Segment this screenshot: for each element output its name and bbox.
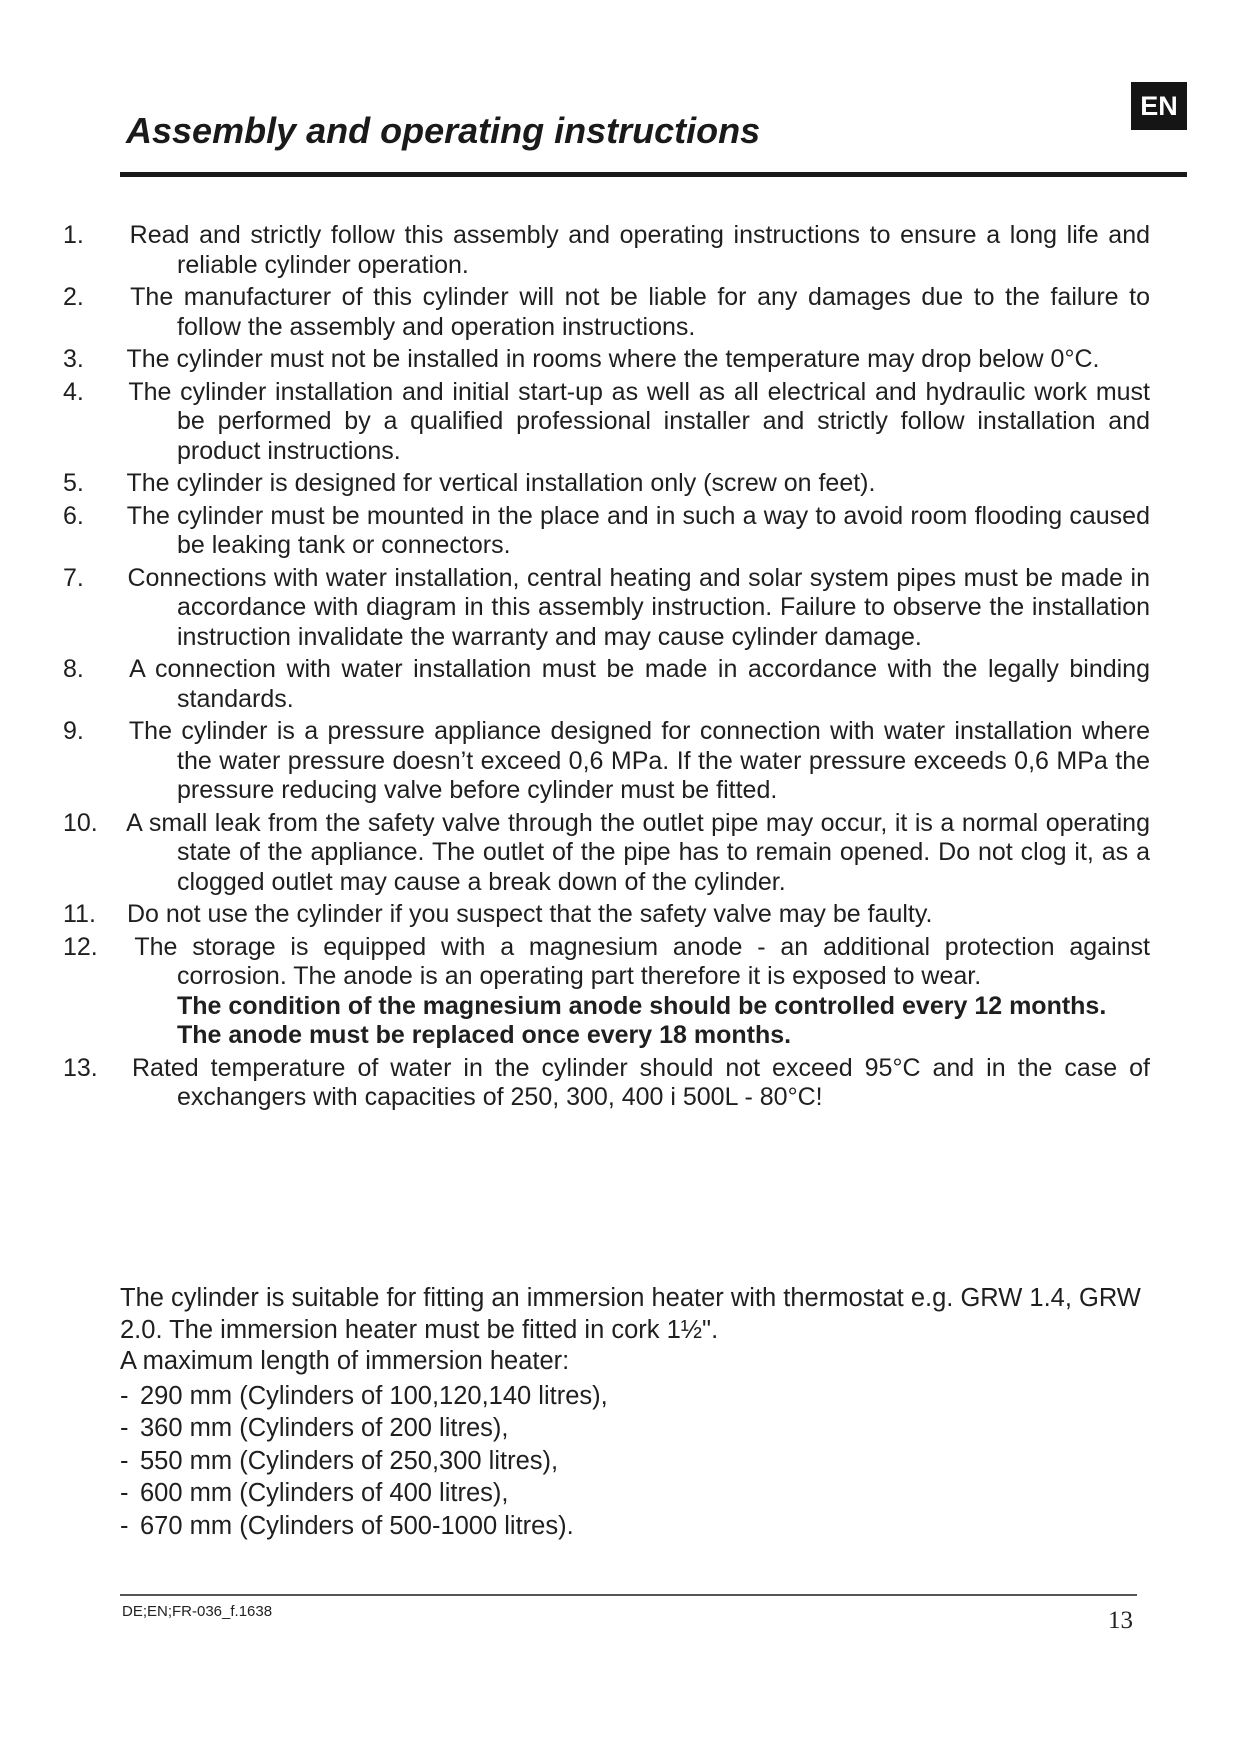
dash-bullet: - xyxy=(120,1511,129,1540)
language-badge: EN xyxy=(1131,82,1187,130)
list-item: 3. The cylinder must not be installed in rooms where the temperature may drop below 0°C. xyxy=(63,345,1100,373)
list-item: 11. Do not use the cylinder if you suspect that the safety valve may be faulty. xyxy=(63,900,933,928)
instructions-list xyxy=(63,221,1150,1116)
item-text: The cylinder must be mounted in the place and in such a way to avoid room flooding caused be leaking tank or connectors. xyxy=(126,501,1150,559)
list-item xyxy=(120,1380,1160,1413)
list-item xyxy=(120,1445,1160,1478)
item-text: The manufacturer of this cylinder will not be liable for any damages due to the failure to follow the assembly and operation instructions. xyxy=(130,283,1150,341)
length-text: 360 mm (Cylinders of 200 litres), xyxy=(140,1414,509,1442)
footer-divider xyxy=(120,1594,1137,1596)
list-item: 9. The cylinder is a pressure appliance designed for connection with water installation where the water pressure doesn’t exceed 0,6 MPa. If the water pressure exceeds 0,6 MPa the pressure reducing valve before cylinder must be fitted. xyxy=(63,717,1150,804)
item-text: A small leak from the safety valve through the outlet pipe may occur, it is a normal operating state of the appliance. The outlet of the pipe has to remain opened. Do not clog it, as a clogged outlet may cause a break down of the cylinder. xyxy=(126,808,1150,896)
list-item: 2. The manufacturer of this cylinder will not be liable for any damages due to the failure to follow the assembly and operation instructions. xyxy=(63,283,1150,341)
item-text: The cylinder is designed for vertical installation only (screw on feet). xyxy=(126,469,876,497)
length-text: 600 mm (Cylinders of 400 litres), xyxy=(140,1479,509,1507)
item-text: Read and strictly follow this assembly and operating instructions to ensure a long life and reliable cylinder operation. xyxy=(129,221,1150,279)
max-length-list xyxy=(120,1380,1160,1543)
item-text: Rated temperature of water in the cylinder should not exceed 95°C and in the case of exchangers with capacities of 250, 300, 400 i 500L - 80°C! xyxy=(131,1053,1150,1111)
length-text: 550 mm (Cylinders of 250,300 litres), xyxy=(140,1446,559,1475)
list-item: 6. The cylinder must be mounted in the place and in such a way to avoid room flooding caused be leaking tank or connectors. xyxy=(63,501,1150,559)
anode-replacement-note: The anode must be replaced once every 18 months. xyxy=(177,1021,792,1049)
list-item: 1. Read and strictly follow this assembly and operating instructions to ensure a long life and reliable cylinder operation. xyxy=(63,221,1150,279)
list-item: 13. Rated temperature of water in the cylinder should not exceed 95°C and in the case of exchangers with capacities of 250, 300, 400 i 500L - 80°C! xyxy=(63,1053,1150,1111)
item-text: The storage is equipped with a magnesium anode - an additional protection against corrosion. The anode is an operating part therefore it is exposed to wear. xyxy=(134,932,1150,990)
anode-inspection-note: The condition of the magnesium anode should be controlled every 12 months. xyxy=(177,991,1107,1020)
title-divider xyxy=(120,172,1187,177)
list-item xyxy=(120,1412,1160,1445)
dash-bullet: - xyxy=(120,1414,129,1442)
item-text: Do not use the cylinder if you suspect that the safety valve may be faulty. xyxy=(126,900,933,928)
list-item: 4. The cylinder installation and initial start-up as well as all electrical and hydraulic work must be performed by a qualified professional installer and strictly follow installation and product instructions. xyxy=(63,377,1150,465)
length-text: 670 mm (Cylinders of 500-1000 litres). xyxy=(140,1511,574,1540)
item-text: Connections with water installation, central heating and solar system pipes must be made in accordance with diagram in this assembly instruction. Failure to observe the installation instruction invalidate the warranty and may cause cylinder damage. xyxy=(127,563,1150,651)
immersion-heater-intro: The cylinder is suitable for fitting an immersion heater with thermostat e.g. GRW 1.4, GRW 2.0. The immersion heater must be fitted in cork 1½". xyxy=(120,1284,1141,1344)
list-item: 8. A connection with water installation must be made in accordance with the legally binding standards. xyxy=(63,655,1150,713)
page-title: Assembly and operating instructions xyxy=(126,110,761,151)
dash-bullet: - xyxy=(120,1479,129,1507)
document-code: DE;EN;FR-036_f.1638 xyxy=(122,1603,273,1620)
item-text: The cylinder is a pressure appliance designed for connection with water installation where the water pressure doesn’t exceed 0,6 MPa. If the water pressure exceeds 0,6 MPa the pressure reducing valve before cylinder must be fitted. xyxy=(128,717,1150,804)
item-text: A connection with water installation must be made in accordance with the legally binding standards. xyxy=(129,655,1150,713)
list-item xyxy=(120,1477,1160,1510)
list-item: 10. A small leak from the safety valve through the outlet pipe may occur, it is a normal operating state of the appliance. The outlet of the pipe has to remain opened. Do not clog it, as a clogged outlet may cause a break down of the cylinder. xyxy=(63,808,1150,896)
list-item: 12. The storage is equipped with a magnesium anode - an additional protection against corrosion. The anode is an operating part therefore it is exposed to wear. The condition of the magnesium anode should be controlled every 12 months. The anode must be replaced once every 18 months. xyxy=(63,932,1150,1049)
immersion-heater-section xyxy=(120,1283,1160,1542)
list-item: 5. The cylinder is designed for vertical installation only (screw on feet). xyxy=(63,469,876,497)
page-number: 13 xyxy=(1108,1607,1133,1634)
dash-bullet: - xyxy=(120,1381,129,1410)
list-item xyxy=(120,1510,1160,1543)
max-length-label: A maximum length of immersion heater: xyxy=(120,1347,570,1375)
item-text: The cylinder installation and initial start-up as well as all electrical and hydraulic work must be performed by a qualified professional installer and strictly follow installation and product instructions. xyxy=(128,377,1150,465)
list-item: 7. Connections with water installation, central heating and solar system pipes must be made in accordance with diagram in this assembly instruction. Failure to observe the installation instruction invalidate the warranty and may cause cylinder damage. xyxy=(63,563,1150,651)
item-text: The cylinder must not be installed in rooms where the temperature may drop below 0°C. xyxy=(126,345,1100,373)
dash-bullet: - xyxy=(120,1446,129,1475)
length-text: 290 mm (Cylinders of 100,120,140 litres), xyxy=(140,1381,608,1410)
